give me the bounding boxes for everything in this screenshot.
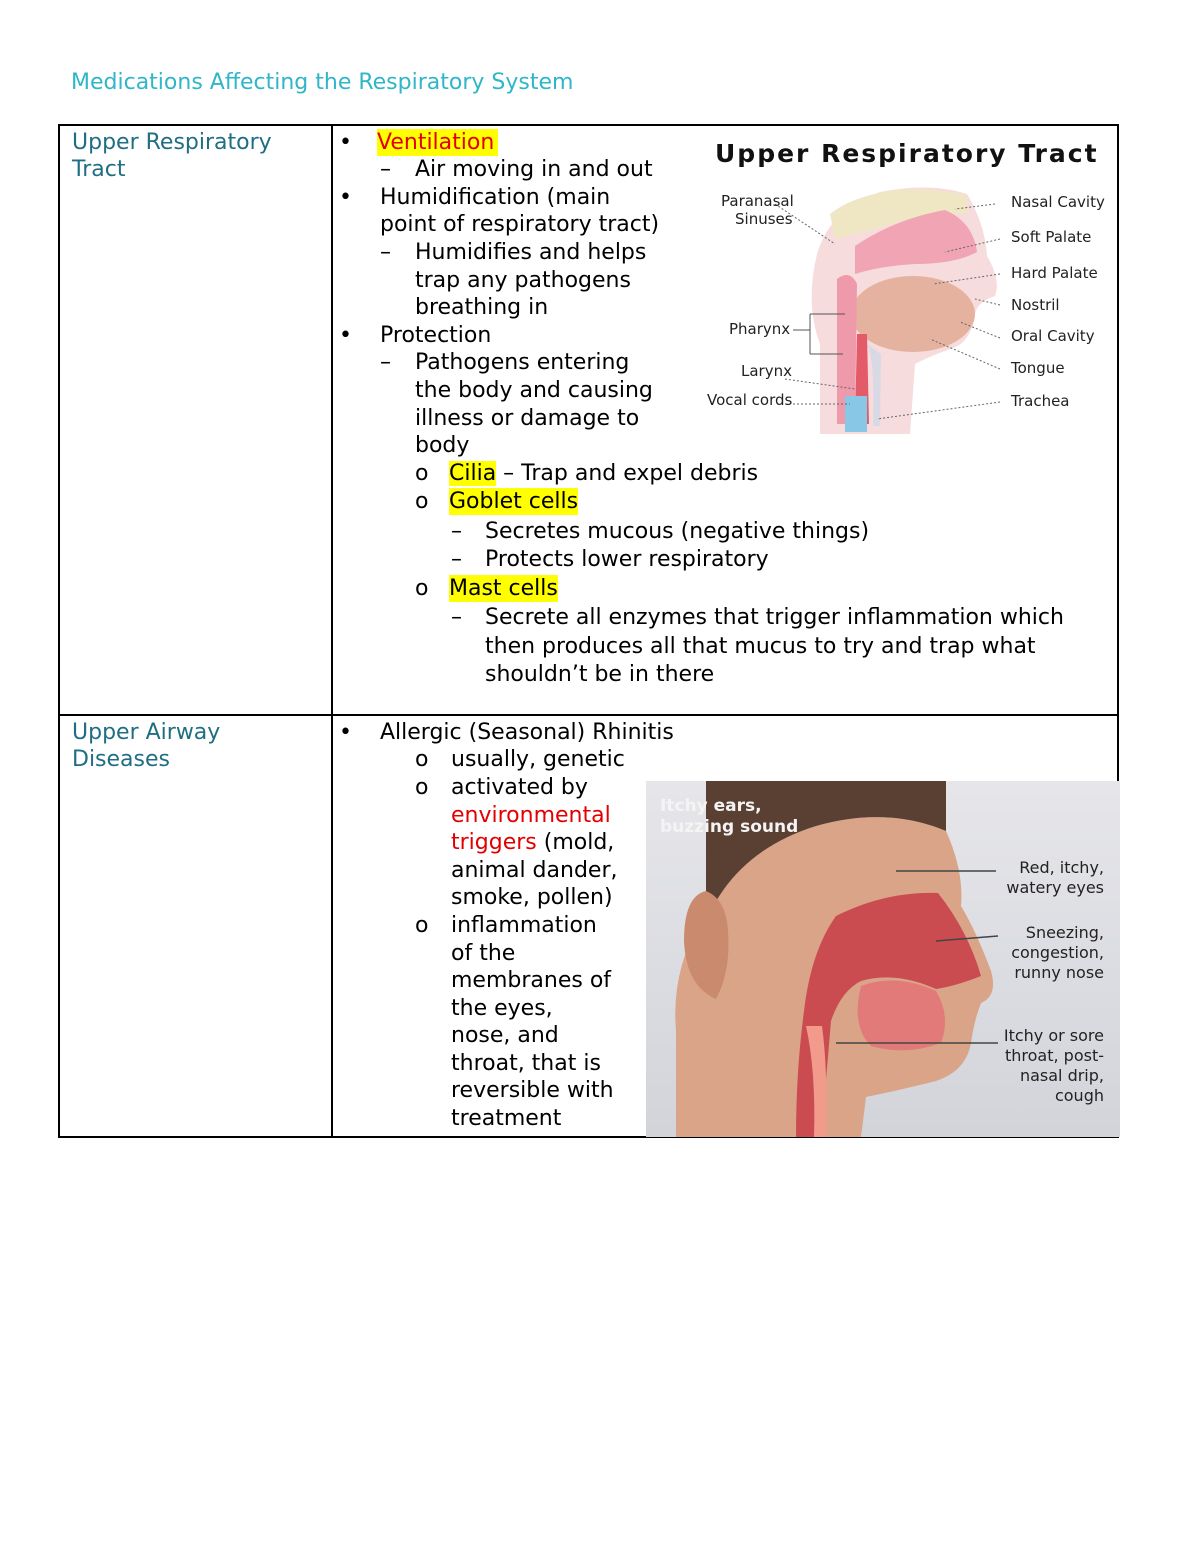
- list-item: [449, 460, 758, 487]
- list-item: Humidifies and helps: [415, 240, 647, 265]
- list-item: throat, that is: [451, 1051, 601, 1076]
- row-label: Upper Respiratory Tract: [72, 130, 272, 182]
- list-item: shouldn’t be in there: [485, 662, 715, 687]
- circle-bullet-icon: o: [415, 489, 429, 514]
- circle-bullet-icon: o: [415, 913, 429, 938]
- label-cough: cough: [1054, 1086, 1104, 1105]
- list-item: usually, genetic: [451, 747, 625, 772]
- list-item: animal dander,: [451, 858, 618, 883]
- label-nasal-drip: nasal drip,: [1019, 1066, 1104, 1085]
- bullet-icon: •: [339, 130, 352, 155]
- label-pharynx: Pharynx: [729, 320, 791, 338]
- dash-icon: –: [380, 350, 391, 375]
- list-item: membranes of: [451, 968, 612, 993]
- label-nasal-cavity: Nasal Cavity: [1011, 193, 1105, 211]
- label-red-itchy: Red, itchy,: [1019, 858, 1104, 877]
- list-item: Secretes mucous (negative things): [485, 519, 870, 544]
- circle-bullet-icon: o: [415, 461, 429, 486]
- label-soft-palate: Soft Palate: [1011, 228, 1092, 246]
- list-item: smoke, pollen): [451, 885, 613, 910]
- label-sinuses: Sinuses: [735, 210, 793, 228]
- bullet-icon: •: [339, 720, 352, 745]
- bullet-icon: •: [339, 323, 352, 348]
- label-itchy-ears: Itchy ears,: [660, 796, 762, 816]
- label-hard-palate: Hard Palate: [1011, 264, 1098, 282]
- dash-icon: –: [451, 519, 462, 544]
- list-item: activated by: [451, 775, 588, 800]
- respiratory-tract-diagram: [705, 134, 1115, 434]
- list-item: Secrete all enzymes that trigger inflammation which: [485, 605, 1064, 630]
- list-item: body: [415, 433, 470, 458]
- dash-icon: –: [451, 605, 462, 630]
- circle-bullet-icon: o: [415, 775, 429, 800]
- list-item: Allergic (Seasonal) Rhinitis: [380, 720, 674, 745]
- bullet-icon: •: [339, 185, 352, 210]
- label-trachea: Trachea: [1011, 392, 1070, 410]
- list-item: the eyes,: [451, 996, 553, 1021]
- dash-icon: –: [380, 240, 391, 265]
- label-vocal-cords: Vocal cords: [707, 391, 793, 409]
- label-nostril: Nostril: [1011, 296, 1060, 314]
- notes-table: [58, 124, 1119, 1138]
- environmental-label: environmental: [451, 803, 611, 828]
- list-item: illness or damage to: [415, 406, 640, 431]
- circle-bullet-icon: o: [415, 747, 429, 772]
- table-row: [59, 715, 1118, 1137]
- document-title: Medications Affecting the Respiratory System: [71, 70, 574, 95]
- list-item: point of respiratory tract): [380, 212, 660, 237]
- list-item: reversible with: [451, 1078, 614, 1103]
- list-item: Protection: [380, 323, 492, 348]
- ventilation-label: Ventilation: [377, 129, 498, 156]
- list-item: [451, 829, 614, 856]
- list-item: inflammation: [451, 913, 597, 938]
- mast-cells-label: Mast cells: [449, 576, 558, 601]
- row-label-cell: [59, 125, 332, 715]
- list-item: nose, and: [451, 1023, 559, 1048]
- row-content-cell: [332, 125, 1118, 715]
- list-item: then produces all that mucus to try and trap what: [485, 634, 1036, 659]
- list-item: the body and causing: [415, 378, 653, 403]
- label-oral-cavity: Oral Cavity: [1011, 327, 1095, 345]
- row-content-cell: [332, 715, 1118, 1137]
- list-item: Air moving in and out: [415, 157, 653, 182]
- label-sneezing: Sneezing,: [1025, 923, 1104, 942]
- circle-bullet-icon: o: [415, 576, 429, 601]
- list-item: of the: [451, 941, 516, 966]
- label-throat-post: throat, post-: [1004, 1046, 1104, 1065]
- label-tongue: Tongue: [1011, 359, 1065, 377]
- dash-icon: –: [451, 547, 462, 572]
- label-buzzing-sound: buzzing sound: [660, 817, 799, 837]
- allergic-rhinitis-illustration: [646, 781, 1120, 1137]
- list-item: breathing in: [415, 295, 549, 320]
- cilia-description: – Trap and expel debris: [496, 461, 759, 486]
- label-runny-nose: runny nose: [1014, 963, 1104, 982]
- goblet-cells-label: Goblet cells: [449, 489, 579, 514]
- label-larynx: Larynx: [741, 362, 792, 380]
- diagram-title: Upper Respiratory Tract: [715, 139, 1099, 168]
- list-item: trap any pathogens: [415, 268, 631, 293]
- row-label: Upper Airway Diseases: [72, 720, 221, 772]
- triggers-label: triggers: [451, 830, 537, 855]
- label-paranasal: Paranasal: [721, 192, 794, 210]
- table-row: [59, 125, 1118, 715]
- list-item: Protects lower respiratory: [485, 547, 769, 572]
- cilia-label: Cilia: [449, 461, 497, 486]
- row-label-cell: [59, 715, 332, 1137]
- label-watery-eyes: watery eyes: [1006, 878, 1104, 897]
- label-itchy-sore: Itchy or sore: [1003, 1026, 1104, 1045]
- label-congestion: congestion,: [1011, 943, 1104, 962]
- list-item: Pathogens entering: [415, 350, 630, 375]
- list-item: treatment: [451, 1106, 562, 1131]
- dash-icon: –: [380, 157, 391, 182]
- list-item-text: (mold,: [536, 830, 615, 855]
- list-item: Humidification (main: [380, 185, 611, 210]
